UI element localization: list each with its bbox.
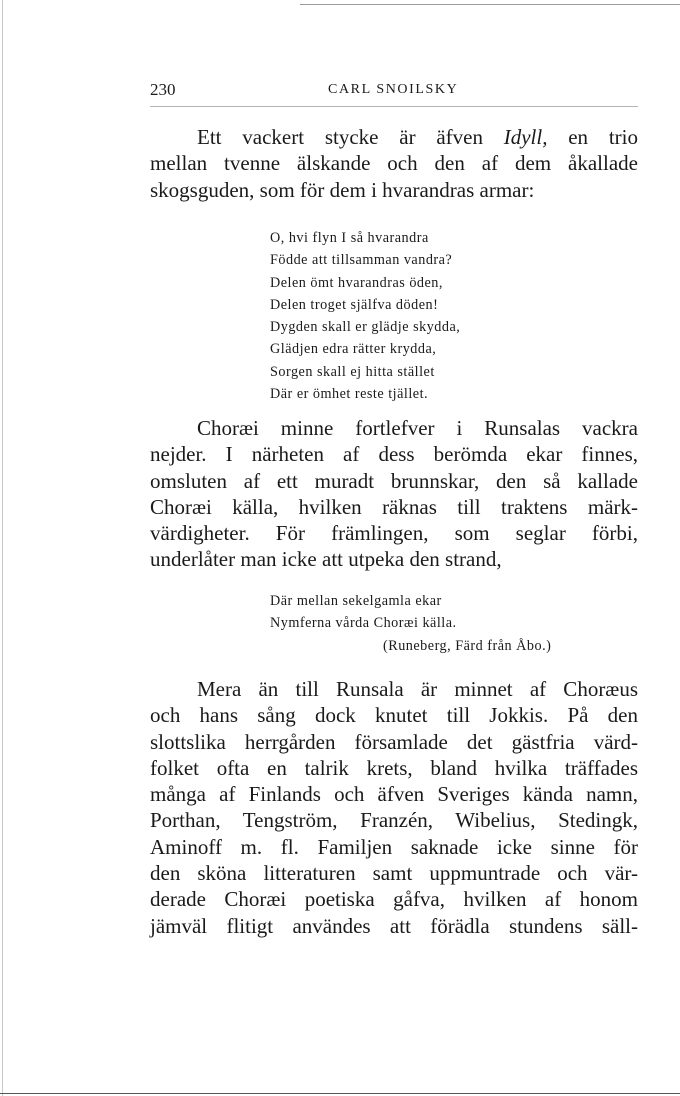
- text-line: värdigheter. För främlingen, som seglar förbi,: [150, 521, 638, 546]
- text-line: Choræi minne fortlefver i Runsalas vackra: [197, 416, 638, 440]
- verse-line: Födde att tillsamman vandra?: [270, 252, 453, 269]
- paragraph-runsala: [150, 415, 638, 573]
- bottom-edge-rule: [0, 1093, 680, 1094]
- quote-attribution: (Runeberg, Färd från Åbo.): [383, 637, 552, 654]
- poem-runeberg-quote: [270, 590, 551, 657]
- header-rule: [150, 106, 638, 107]
- running-head: CARL SNOILSKY: [328, 82, 459, 97]
- verse-line: Nymferna vårda Choræi källa.: [270, 615, 457, 632]
- text-line: Ett vackert stycke är äfven Idyll, en trio: [197, 125, 638, 149]
- text-line: nejder. I närheten af dess berömda ekar finnes,: [150, 442, 638, 467]
- work-title-idyll: Idyll,: [503, 125, 548, 149]
- text-line: underlåter man icke att utpeka den strand,: [150, 547, 502, 572]
- text-line: slottslika herrgården församlade det gästfria värd-: [150, 729, 638, 754]
- verse-line: Delen ömt hvarandras öden,: [270, 274, 443, 291]
- text-line: skogsguden, som för dem i hvarandras armar:: [150, 177, 535, 202]
- text-line: många af Finlands och äfven Sveriges kända namn,: [150, 782, 638, 807]
- text-line: Mera än till Runsala är minnet af Choræus: [197, 677, 638, 701]
- text-line: Choræi källa, hvilken räknas till traktens märk-: [150, 494, 638, 519]
- poem-idyll-excerpt: [270, 227, 460, 405]
- text-line: folket ofta en talrik krets, bland hvilka träffades: [150, 755, 638, 780]
- paragraph-idyll: [150, 124, 638, 203]
- text-line: Porthan, Tengström, Franzén, Wibelius, Stedingk,: [150, 808, 638, 833]
- paragraph-jokkis: [150, 676, 638, 939]
- text-line: mellan tvenne älskande och den af dem åkallade: [150, 151, 638, 176]
- text-line: jämväl flitigt användes att förädla stundens säll-: [150, 913, 638, 938]
- page-left-edge: [2, 0, 3, 1096]
- top-edge-rule: [300, 4, 680, 5]
- text-line: och hans sång dock knutet till Jokkis. På den: [150, 703, 638, 728]
- verse-line: Där er ömhet reste tjället.: [270, 386, 429, 403]
- text-line: Aminoff m. fl. Familjen saknade icke sinne för: [150, 834, 638, 859]
- text-line: den sköna litteraturen samt uppmuntrade och vär-: [150, 861, 638, 886]
- verse-line: Glädjen edra rätter krydda,: [270, 341, 437, 358]
- text-line: omsluten af ett muradt brunnskar, den så kallade: [150, 468, 638, 493]
- verse-line: Där mellan sekelgamla ekar: [270, 593, 442, 609]
- verse-line: Dygden skall er glädje skydda,: [270, 319, 461, 336]
- text-line: derade Choræi poetiska gåfva, hvilken af honom: [150, 887, 638, 912]
- verse-line: O, hvi flyn I så hvarandra: [270, 230, 429, 246]
- page-number: 230: [150, 80, 176, 99]
- page-header: [150, 80, 638, 100]
- verse-line: Sorgen skall ej hitta stället: [270, 363, 435, 380]
- verse-line: Delen troget själfva döden!: [270, 296, 439, 313]
